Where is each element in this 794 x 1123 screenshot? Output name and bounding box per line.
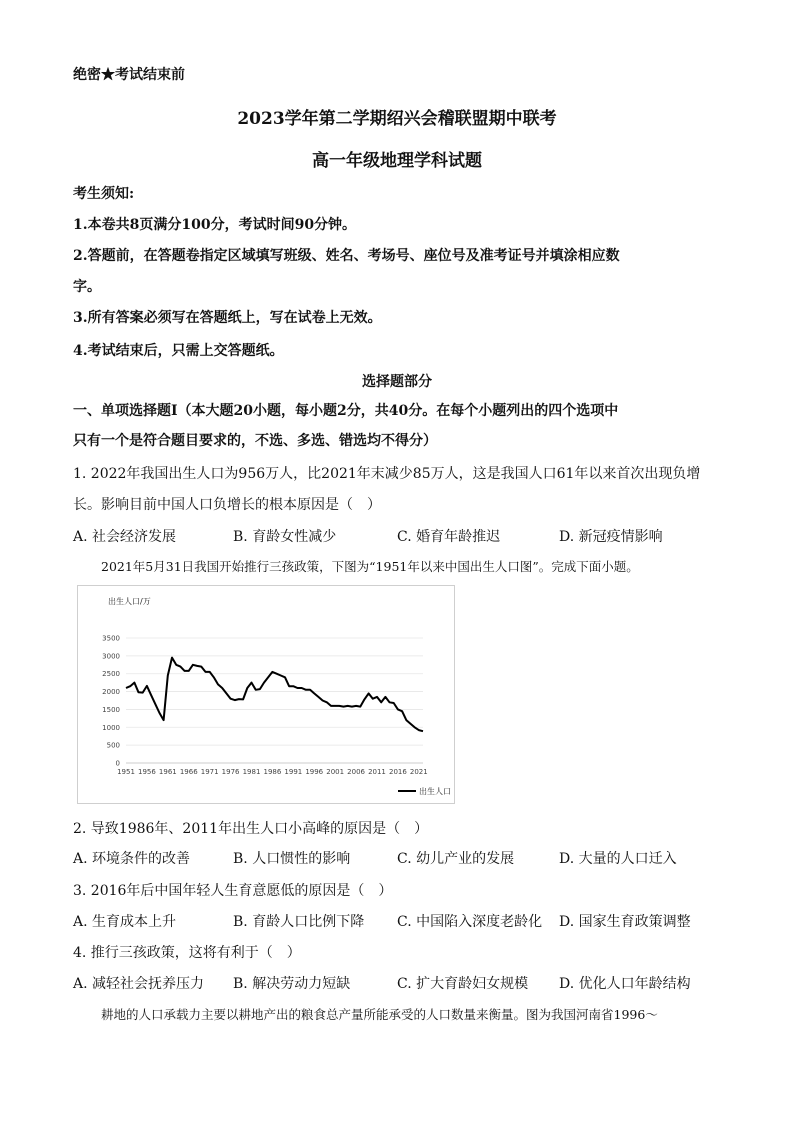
option-d[interactable]: D. 新冠疫情影响 <box>559 529 663 545</box>
option-a[interactable]: A. 社会经济发展 <box>73 529 177 545</box>
y-tick-label: 500 <box>106 741 120 750</box>
x-tick-label: 1986 <box>263 768 282 776</box>
option-c[interactable]: C. 幼儿产业的发展 <box>397 851 515 867</box>
option-b[interactable]: B. 解决劳动力短缺 <box>233 976 351 992</box>
y-axis-label: 出生人口/万 <box>108 597 151 606</box>
notice-heading: 考生须知: <box>73 186 135 202</box>
legend-label: 出生人口 <box>419 787 451 796</box>
option-d[interactable]: D. 大量的人口迁入 <box>559 851 677 867</box>
x-tick-label: 1981 <box>242 768 261 776</box>
option-d[interactable]: D. 优化人口年龄结构 <box>559 976 691 992</box>
notice-item: 3.所有答案必须写在答题纸上，写在试卷上无效。 <box>73 310 382 326</box>
q4-stem: 4. 推行三孩政策，这将有利于（ ） <box>73 945 301 961</box>
x-tick-label: 2016 <box>388 768 407 776</box>
x-tick-label: 1991 <box>284 768 303 776</box>
x-tick-label: 1996 <box>305 768 324 776</box>
y-tick-label: 3000 <box>102 652 120 661</box>
exam-title: 2023学年第二学期绍兴会稽联盟期中联考 <box>237 109 557 129</box>
x-tick-label: 1961 <box>158 768 177 776</box>
x-tick-label: 1966 <box>179 768 198 776</box>
x-tick-label: 2011 <box>368 768 386 776</box>
y-tick-label: 2000 <box>102 688 120 697</box>
x-tick-label: 1956 <box>138 768 156 776</box>
notice-item: 2.答题前，在答题卷指定区域填写班级、姓名、考场号、座位号及准考证号并填涂相应数 <box>73 248 620 264</box>
x-tick-label: 1951 <box>117 768 135 776</box>
option-c[interactable]: C. 扩大育龄妇女规模 <box>397 976 529 992</box>
y-tick-label: 1000 <box>102 723 120 732</box>
x-tick-label: 1971 <box>200 768 219 776</box>
q3-options <box>73 911 733 931</box>
part-heading: 选择题部分 <box>362 374 432 390</box>
notice-item: 字。 <box>73 279 101 295</box>
option-b[interactable]: B. 育龄女性减少 <box>233 529 337 545</box>
q1-stem: 长。影响目前中国人口负增长的根本原因是（ ） <box>73 497 381 513</box>
x-tick-label: 2006 <box>347 768 365 776</box>
material-intro: 2021年5月31日我国开始推行三孩政策，下图为“1951年以来中国出生人口图”。完成下面小题。 <box>101 559 639 574</box>
x-tick-label: 2021 <box>409 768 428 776</box>
exam-subtitle: 高一年级地理学科试题 <box>312 151 482 171</box>
y-tick-label: 1500 <box>102 705 120 714</box>
option-b[interactable]: B. 育龄人口比例下降 <box>233 914 365 930</box>
secret-label: 绝密★考试结束前 <box>73 67 185 83</box>
q4-options <box>73 973 733 993</box>
q2-stem: 2. 导致1986年、2011年出生人口小高峰的原因是（ ） <box>73 821 429 837</box>
x-tick-label: 1976 <box>221 768 240 776</box>
q2-options <box>73 848 733 868</box>
option-a[interactable]: A. 环境条件的改善 <box>73 851 191 867</box>
q1-stem: 1. 2022年我国出生人口为956万人，比2021年末减少85万人，这是我国人口61年以来首次出现负增 <box>73 466 701 482</box>
birth-population-chart <box>77 585 455 804</box>
series-line <box>126 658 423 732</box>
chart-svg <box>78 586 454 803</box>
option-a[interactable]: A. 生育成本上升 <box>73 914 177 930</box>
notice-item: 1.本卷共8页满分100分，考试时间90分钟。 <box>73 217 357 233</box>
option-a[interactable]: A. 减轻社会抚养压力 <box>73 976 205 992</box>
notice-item: 4.考试结束后，只需上交答题纸。 <box>73 343 284 359</box>
section-heading: 一、单项选择题I（本大题20小题，每小题2分，共40分。在每个小题列出的四个选项中 <box>73 403 619 419</box>
section-heading: 只有一个是符合题目要求的，不选、多选、错选均不得分） <box>73 433 437 449</box>
option-b[interactable]: B. 人口惯性的影响 <box>233 851 351 867</box>
y-tick-label: 3500 <box>102 634 120 643</box>
y-tick-label: 2500 <box>102 670 120 679</box>
q3-stem: 3. 2016年后中国年轻人生育意愿低的原因是（ ） <box>73 883 393 899</box>
option-c[interactable]: C. 婚育年龄推迟 <box>397 529 501 545</box>
y-tick-label: 0 <box>115 759 120 768</box>
material-intro: 耕地的人口承载力主要以耕地产出的粮食总产量所能承受的人口数量来衡量。图为我国河南省1996～ <box>101 1007 658 1022</box>
option-c[interactable]: C. 中国陷入深度老龄化 <box>397 914 543 930</box>
x-tick-label: 2001 <box>326 768 345 776</box>
option-d[interactable]: D. 国家生育政策调整 <box>559 914 691 930</box>
q1-options <box>73 526 733 546</box>
